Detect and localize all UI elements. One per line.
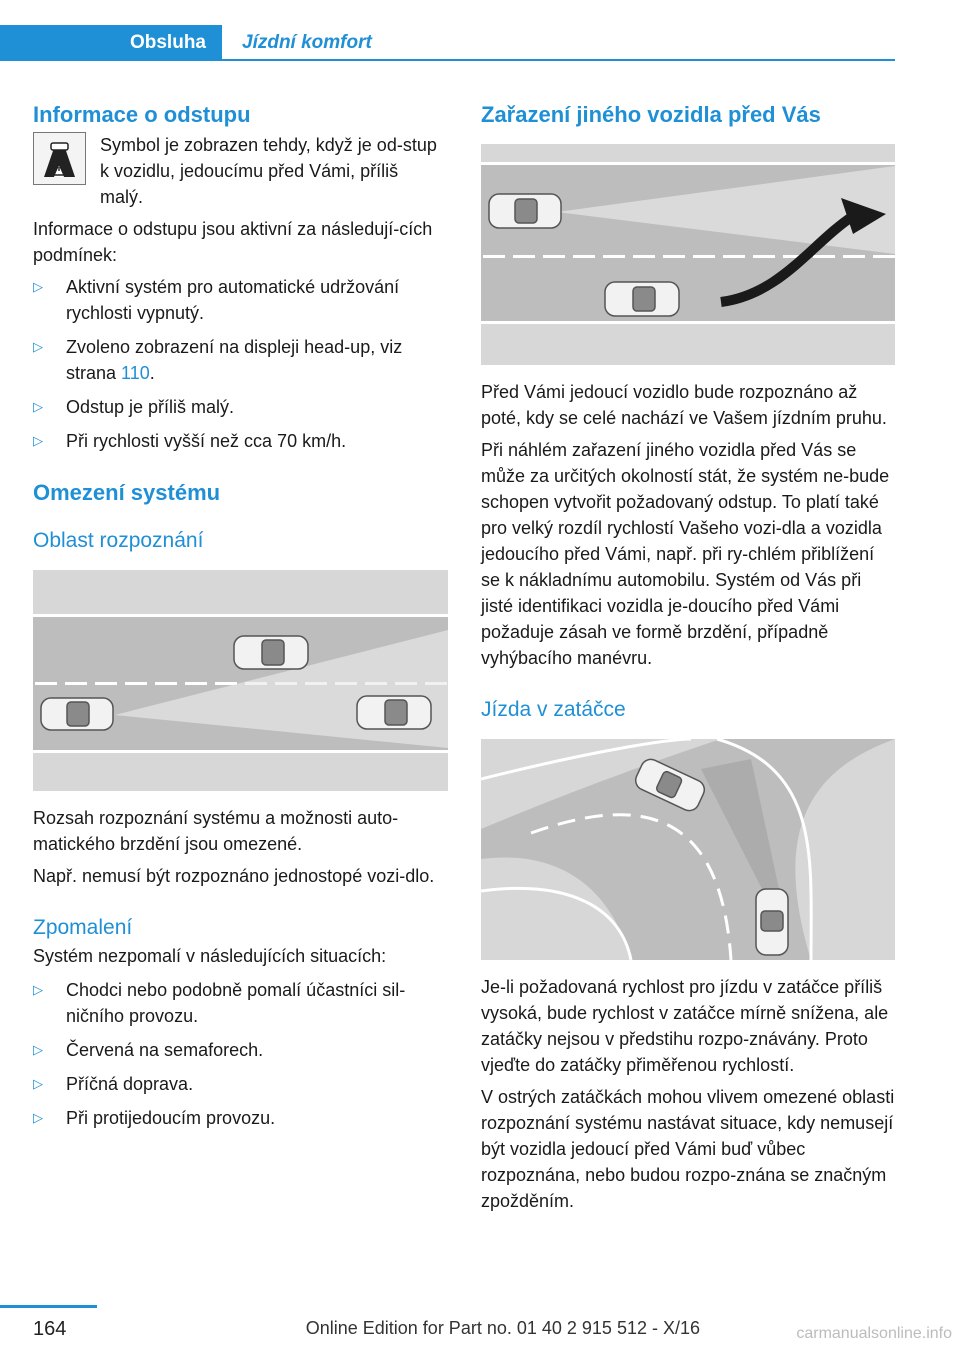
cornering-text-2: V ostrých zatáčkách mohou vlivem omezené oblasti rozpoznání systému nastávat situace, kdy nemusejí být vozidla jedoucí před Vámi buď vůbec rozpoznána, nebo budou rozpo-znána se značným zpožděním. (481, 1087, 895, 1211)
triangle-bullet-icon: ▷ (33, 339, 43, 354)
list-item: ▷ Červená na semaforech. (33, 1037, 448, 1063)
symbol-intro (33, 132, 448, 210)
list-item: ▷ Zvoleno zobrazení na displeji head-up, viz strana 110. (33, 334, 448, 386)
section-title-cut-in: Zařazení jiného vozidla před Vás (481, 102, 821, 127)
vehicle-ego (41, 698, 113, 730)
vehicle-ego (756, 889, 788, 955)
triangle-bullet-icon: ▷ (33, 1110, 43, 1125)
cornering-figure (481, 739, 895, 960)
triangle-bullet-icon: ▷ (33, 1076, 43, 1091)
symbol-description: Symbol je zobrazen tehdy, když je od-stup k vozidlu, jedoucímu před Vámi, příliš malý. (100, 135, 437, 207)
vehicle-ahead-same-lane (357, 696, 431, 729)
list-item: ▷ Při rychlosti vyšší než cca 70 km/h. (33, 428, 448, 454)
tab-obsluha[interactable]: Obsluha (0, 25, 222, 61)
header-tabs (0, 25, 895, 61)
vehicle-adjacent-lane (234, 636, 308, 669)
vehicle-ego (489, 194, 561, 228)
section-title-distance-info: Informace o odstupu (33, 102, 251, 127)
vehicle-cutting-in (605, 282, 679, 316)
section-title-deceleration: Zpomalení (33, 916, 133, 939)
tab-underline (222, 59, 895, 61)
detection-range-text-1: Rozsah rozpoznání systému a možnosti auto-matického brzdění jsou omezené. (33, 808, 399, 854)
right-column (481, 100, 895, 1214)
tab-jizdni-komfort[interactable]: Jízdní komfort (242, 32, 372, 53)
conditions-intro: Informace o odstupu jsou aktivní za následují-cích podmínek: (33, 219, 433, 265)
triangle-bullet-icon: ▷ (33, 433, 43, 448)
cornering-text-1: Je-li požadovaná rychlost pro jízdu v zatáčce příliš vysoká, bude rychlost v zatáčce mírně snížena, ale zatáčky nejsou v předstihu rozpo-znávány. Proto vjeďte do zatáčky přiměřenou rychlostí. (481, 977, 889, 1075)
deceleration-list (33, 977, 448, 1131)
watermark: carmanualsonline.info (796, 1325, 952, 1342)
list-item: ▷ Chodci nebo podobně pomalí účastníci sil-ničního provozu. (33, 977, 448, 1029)
section-title-cornering: Jízda v zatáčce (481, 698, 626, 721)
left-column (33, 100, 448, 1131)
detection-range-text-2: Např. nemusí být rozpoznáno jednostopé vozi-dlo. (33, 866, 435, 886)
list-item: ▷ Odstup je příliš malý. (33, 394, 448, 420)
list-item: ▷ Při protijedoucím provozu. (33, 1105, 448, 1131)
detection-range-figure (33, 570, 448, 791)
triangle-bullet-icon: ▷ (33, 1042, 43, 1057)
cut-in-text-1: Před Vámi jedoucí vozidlo bude rozpoznáno až poté, kdy se celé nachází ve Vašem jízdním pruhu. (481, 382, 887, 428)
cut-in-figure (481, 144, 895, 365)
triangle-bullet-icon: ▷ (33, 279, 43, 294)
cut-in-text-2: Při náhlém zařazení jiného vozidla před Vás se může za určitých okolností stát, že systém ne-bude schopen vytvořit požadovaný odstup. To platí také pro velký rozdíl rychlostí Vašeho vozi-dla a vozidla jedoucího před Vámi, např. při ry-chlém přiblížení se k nákladnímu automobilu. Systém od Vás při jisté identifikaci vozidla je-doucího před Vámi požaduje zásah ve formě brzdění, případně vyhýbacího manévru. (481, 440, 890, 668)
list-item: ▷ Aktivní systém pro automatické udržování rychlosti vypnutý. (33, 274, 448, 326)
section-title-detection-range: Oblast rozpoznání (33, 529, 204, 552)
conditions-list (33, 274, 448, 454)
deceleration-intro: Systém nezpomalí v následujících situacích: (33, 946, 387, 966)
edition-info: Online Edition for Part no. 01 40 2 915 512 - X/16 (305, 1318, 700, 1338)
page-reference-link[interactable]: 110 (121, 363, 150, 383)
footer-accent-line (0, 1305, 97, 1308)
list-item: ▷ Příčná doprava. (33, 1071, 448, 1097)
page-number: 164 (33, 1318, 67, 1340)
section-title-system-limits: Omezení systému (33, 480, 221, 505)
triangle-bullet-icon: ▷ (33, 982, 43, 997)
triangle-bullet-icon: ▷ (33, 399, 43, 414)
distance-warning-icon (33, 132, 86, 185)
